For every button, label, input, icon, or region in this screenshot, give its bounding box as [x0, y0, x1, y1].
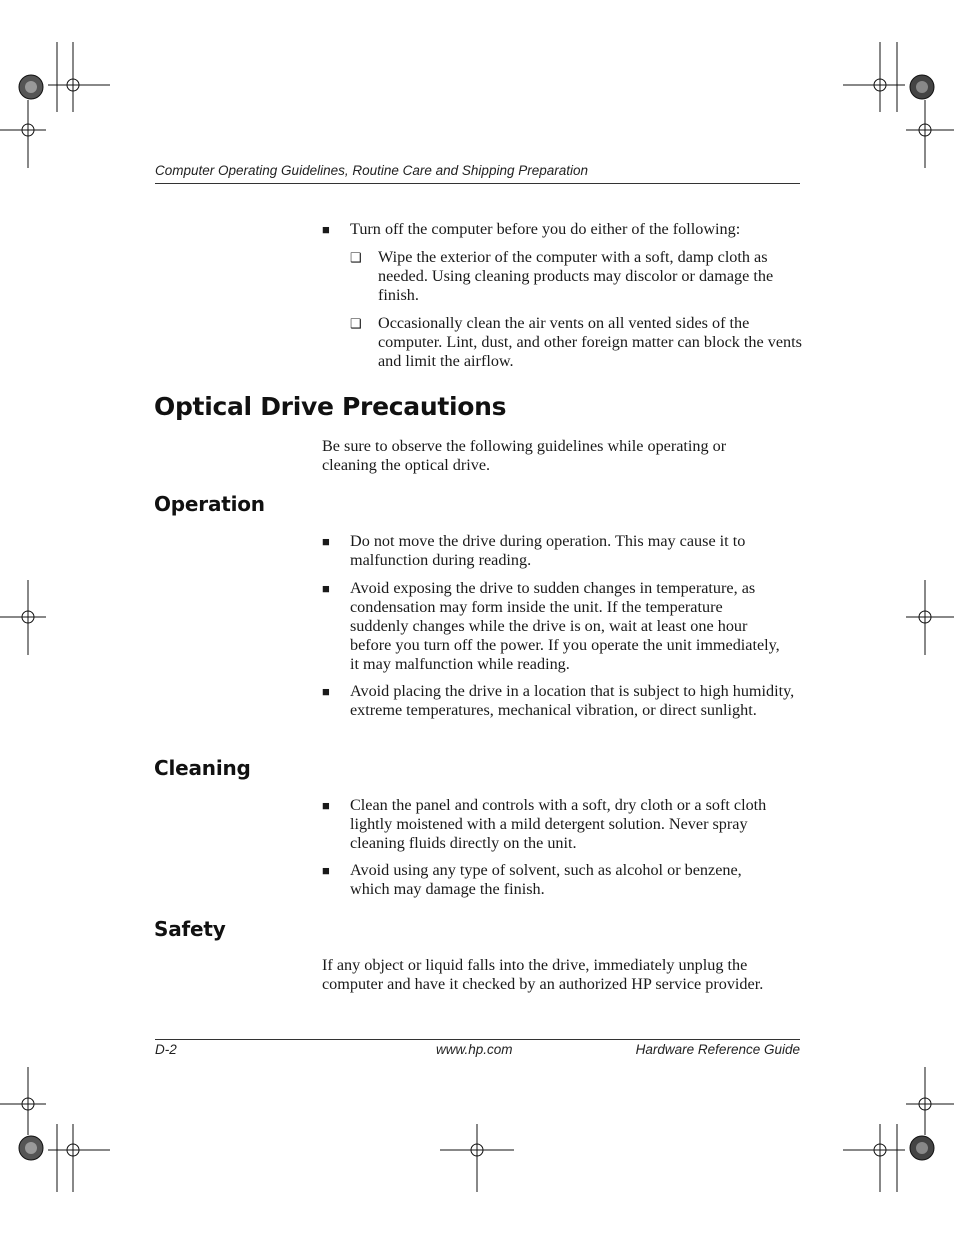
list-item — [322, 861, 784, 899]
square-bullet-icon: ■ — [322, 222, 330, 237]
section-title: Optical Drive Precautions — [154, 392, 507, 421]
sub-list-item-text: Occasionally clean the air vents on all vented sides of the computer. Lint, dust, and other foreign matter can block the vents and limit the airflow. — [378, 314, 802, 370]
square-bullet-icon: ■ — [322, 798, 330, 813]
list-item-text: Avoid using any type of solvent, such as alcohol or benzene, which may damage the finish. — [350, 861, 742, 898]
list-item-text: Avoid exposing the drive to sudden changes in temperature, as condensation may form inside the unit. If the temperature suddenly changes while the drive is on, wait at least one hour before you turn off the power. If you operate the unit immediately, it may malfunction while reading. — [350, 579, 780, 673]
list-item — [322, 579, 784, 674]
list-item — [322, 682, 802, 720]
checkbox-bullet-icon: ❑ — [350, 316, 362, 331]
list-item — [322, 532, 782, 570]
sub-list-item — [350, 314, 802, 371]
section-intro: Be sure to observe the following guidelines while operating or cleaning the optical drive. — [322, 437, 727, 474]
square-bullet-icon: ■ — [322, 581, 330, 596]
list-item-text: Turn off the computer before you do either of the following: — [350, 220, 741, 238]
subsection-title-safety: Safety — [154, 917, 226, 941]
list-item-text: Avoid placing the drive in a location that is subject to high humidity, extreme temperatures, mechanical vibration, or direct sunlight. — [350, 682, 795, 719]
header-rule — [155, 183, 800, 184]
list-item — [322, 796, 802, 853]
list-item-text: Do not move the drive during operation. This may cause it to malfunction during reading. — [350, 532, 746, 569]
running-header: Computer Operating Guidelines, Routine Care and Shipping Preparation — [155, 163, 589, 178]
sub-list-item — [350, 248, 802, 305]
square-bullet-icon: ■ — [322, 534, 330, 549]
list-item-text: Clean the panel and controls with a soft, dry cloth or a soft cloth lightly moistened with a mild detergent solution. Never spray cleaning fluids directly on the unit. — [350, 796, 767, 852]
checkbox-bullet-icon: ❑ — [350, 250, 362, 265]
square-bullet-icon: ■ — [322, 684, 330, 699]
sub-list-item-text: Wipe the exterior of the computer with a soft, damp cloth as needed. Using cleaning products may discolor or damage the finish. — [378, 248, 774, 304]
page-number: D-2 — [155, 1042, 177, 1057]
square-bullet-icon: ■ — [322, 863, 330, 878]
subsection-title-operation: Operation — [154, 492, 265, 516]
footer-url: www.hp.com — [436, 1042, 513, 1057]
safety-text: If any object or liquid falls into the drive, immediately unplug the computer and have it checked by an authorized HP service provider. — [322, 956, 764, 993]
list-item — [322, 220, 802, 239]
subsection-title-cleaning: Cleaning — [154, 756, 251, 780]
footer-rule — [155, 1039, 800, 1040]
footer-guide-title: Hardware Reference Guide — [635, 1042, 800, 1057]
